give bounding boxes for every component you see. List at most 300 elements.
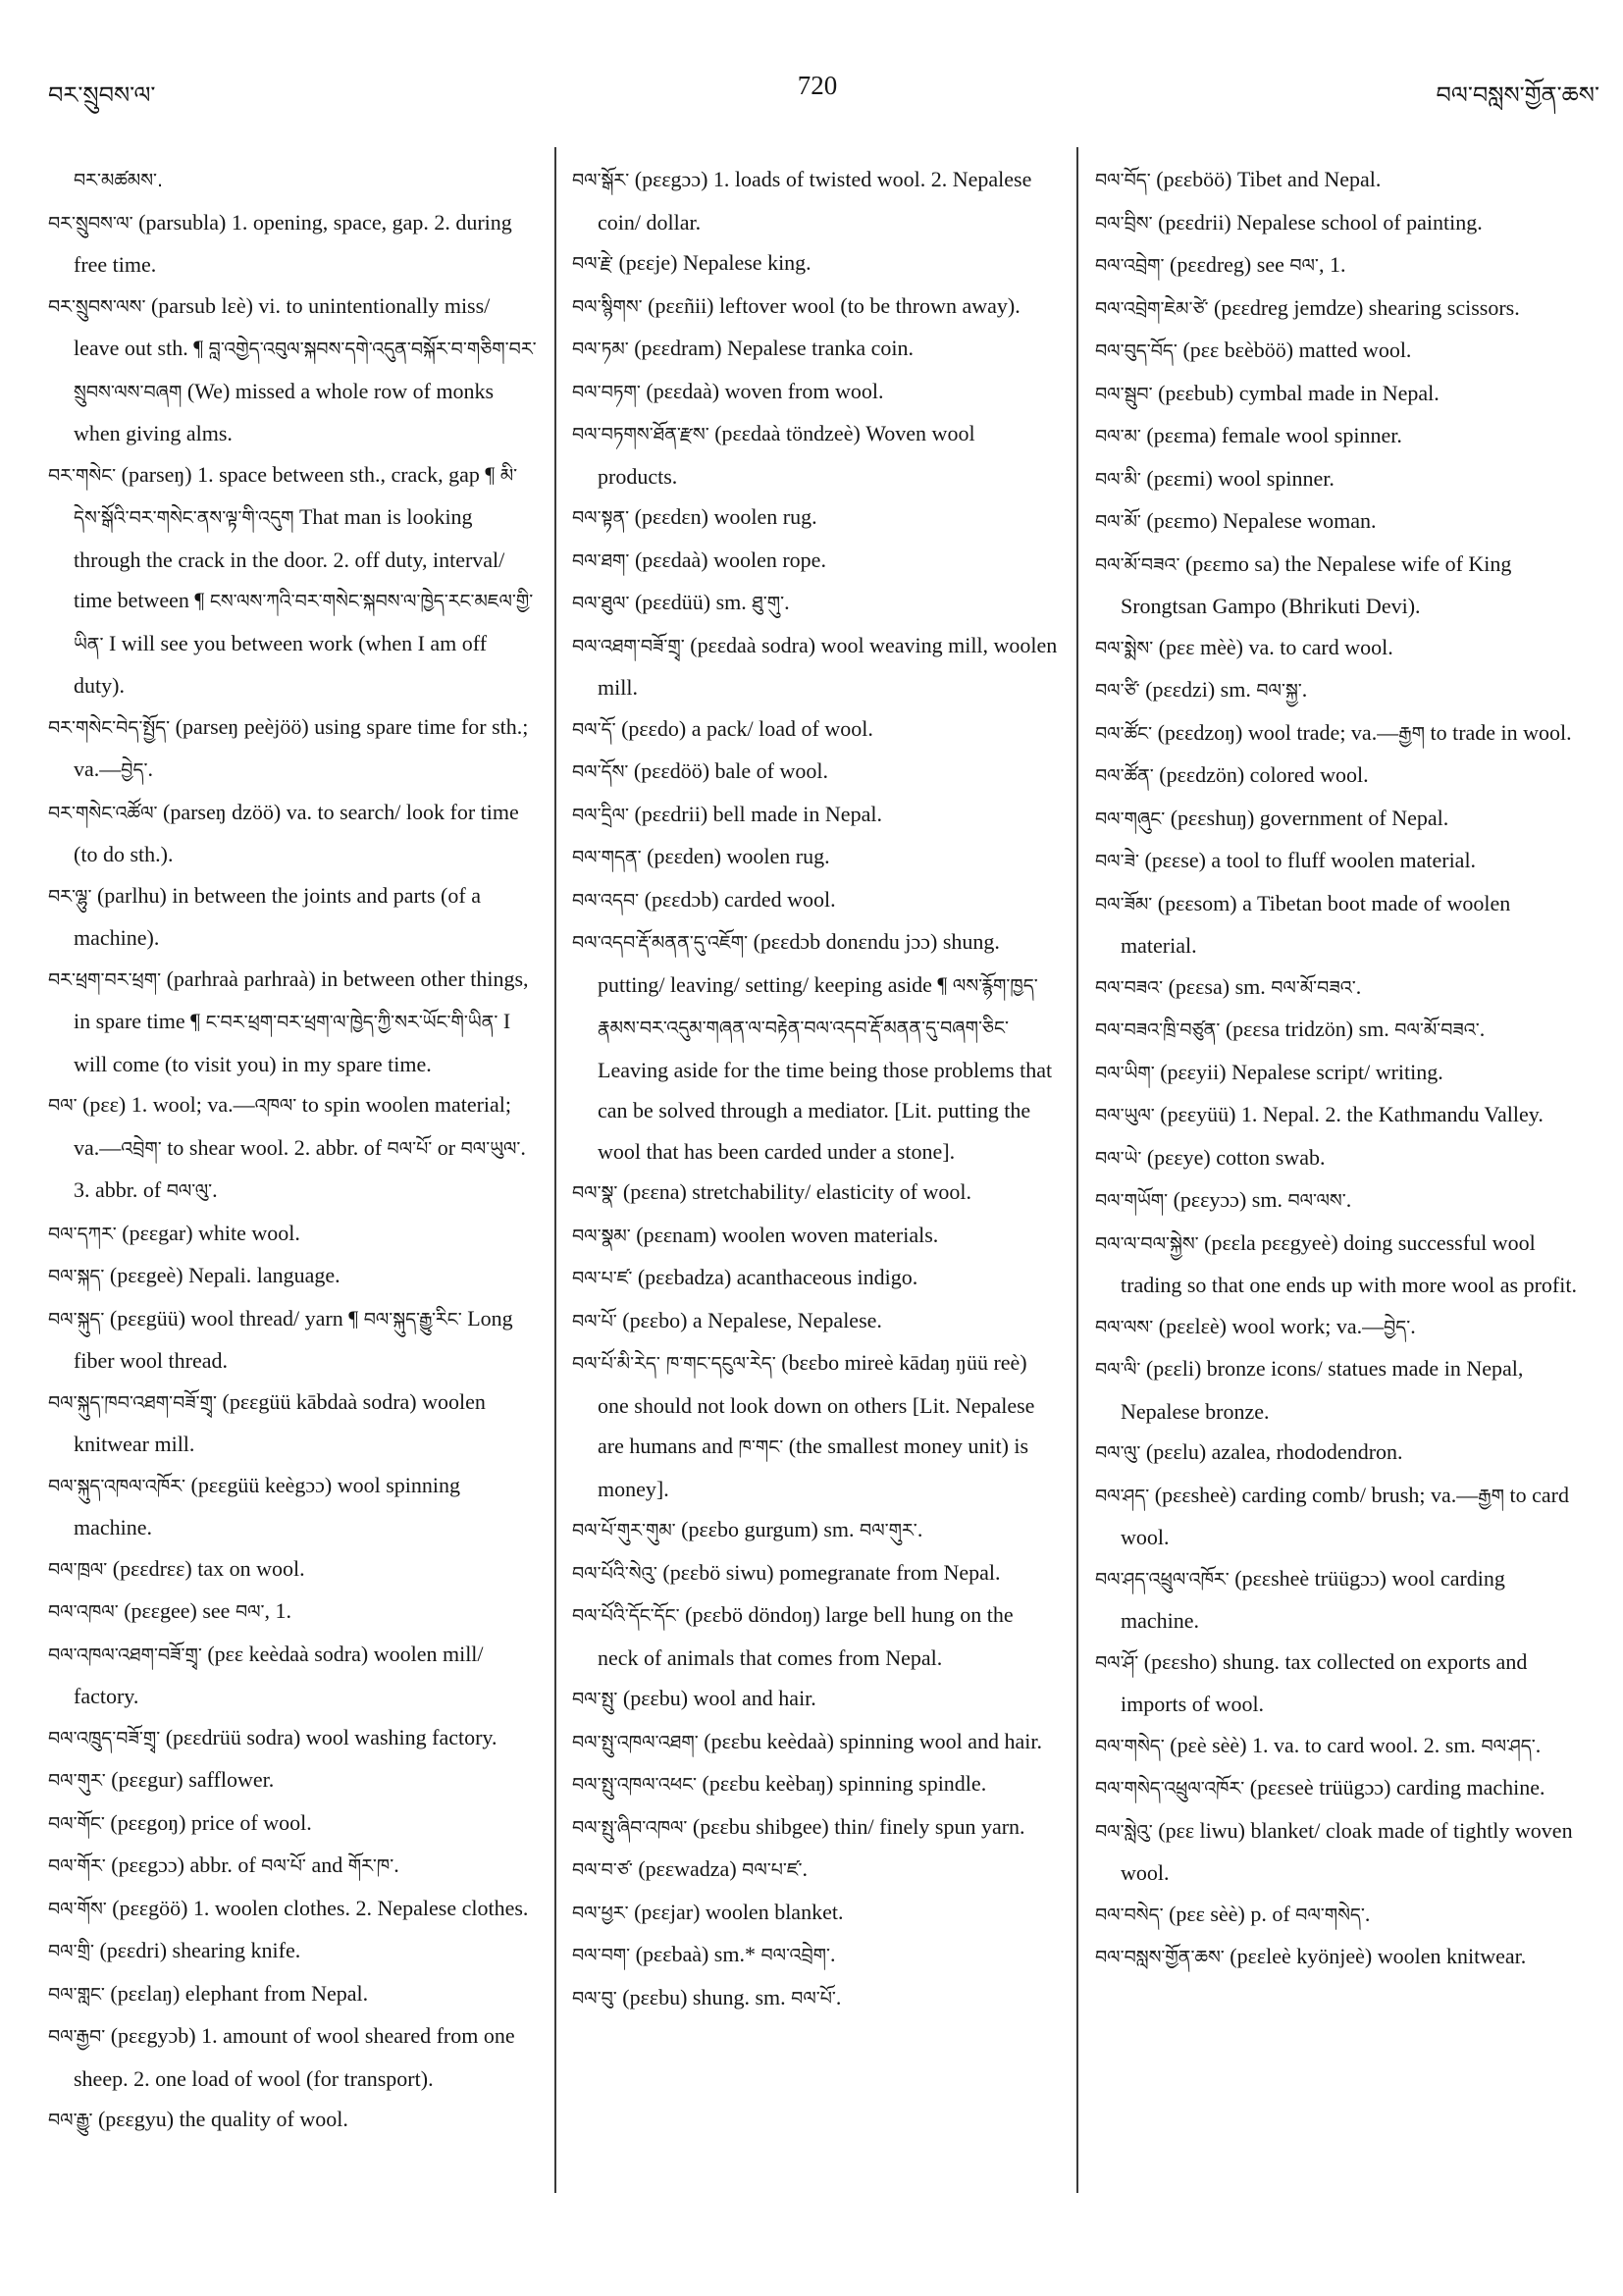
dictionary-entry [48,1888,539,1931]
headword: བལ་པོ་མི་རེད་ ཁ་གང་དངུལ་རེད་ [572,1353,776,1375]
definition-text: (pɛɛdrii) bell made in Nepal. [629,801,882,826]
headword: བལ་མ་ [1095,426,1141,447]
dictionary-entry [48,1845,539,1888]
headword: བལ་གདན་ [572,847,642,868]
definition-text: (pɛɛyii) Nepalese script/ writing. [1154,1059,1443,1084]
headword: བལ་སྒོར་ [572,170,630,191]
dictionary-entry [48,1213,539,1256]
headword: བལ་ལུ་ [1095,1442,1141,1464]
dictionary-entry [572,836,1059,879]
definition-text: (pɛɛden) woolen rug. [641,844,830,868]
headword: བལ་བསླས་གྱོན་ཆས་ [1095,1947,1225,1968]
tibetan-text: བལ་ [1289,255,1319,277]
headword: བལ་རྗེ་ [572,253,613,275]
dictionary-entry [1095,1767,1586,1810]
tibetan-text: གོར་ཁ་ [347,1855,394,1877]
tibetan-text: བལ་ལས་ [1287,1190,1346,1212]
definition-text: (pɛɛböö) Tibet and Nepal. [1150,167,1382,191]
headword: བལ་ཡིག་ [1095,1062,1155,1084]
tibetan-text: བལ་འབྲེག་ [760,1945,831,1966]
dictionary-entry [572,1678,1059,1721]
definition-text: (pɛɛna) stretchability/ elasticity of wool. [617,1179,972,1204]
definition-text: (pɛɛdaà) woolen rope. [629,547,826,572]
dictionary-entry [1095,500,1586,544]
tibetan-text: བལ་ཤད་ [1481,1735,1536,1757]
tibetan-text: རྒྱག [1398,722,1425,745]
dictionary-entry [1095,458,1586,501]
headword: བལ་འབྲེག་ཇེམ་ཙེ་ [1095,297,1209,320]
dictionary-entry [572,540,1059,583]
headword: བལ་བཏག་ [572,381,641,403]
definition-text: (pɛɛdram) Nepalese tranka coin. [628,336,915,360]
headword: བལ་ཐུལ་ [572,593,630,614]
definition-text: to trade in wool. [1424,719,1572,745]
definition-text: (pɛɛlaŋ) elephant from Nepal. [104,1980,369,2006]
dictionary-entry [572,371,1059,414]
definition-text: (pɛɛseè trüügɔɔ) carding machine. [1244,1775,1545,1800]
definition-text: (pɛɛbadza) acanthaceous indigo. [632,1265,918,1289]
dictionary-entry [48,2015,539,2099]
definition-text: (pɛɛgee) see [118,1598,236,1623]
definition-text: or [432,1134,461,1160]
headword: བལ་དཀར་ [48,1223,117,1245]
definition-text: , 1. [264,1598,292,1623]
definition-text: (pɛɛdrɛɛ) tax on wool. [107,1555,305,1581]
headword: བལ་གླང་ [48,1983,105,2006]
dictionary-entry [48,1382,539,1465]
headword: བལ་འདབ་ [572,889,640,912]
dictionary-entry [1095,415,1586,458]
headword: བལ་གོར་ [48,1855,106,1877]
definition-text: . [147,757,153,781]
dictionary-entry [48,792,539,875]
definition-text: . [1301,677,1308,702]
headword: བལ་ཚོན་ [1095,765,1154,787]
headword: བལ་སྣམ་ [572,1225,631,1247]
headword: བལ་ལས་ [1095,1316,1154,1338]
definition-text: (pɛɛdöö) bale of wool. [628,758,829,783]
headword: བལ་ཟེ་ [1095,851,1139,872]
definition-text: . [830,1942,836,1966]
headword: བལ་ཐག་ [572,549,630,572]
definition-text: (pɛɛgyu) the quality of wool. [92,2107,348,2131]
headword: བལ་ཟོམ་ [1095,893,1153,915]
tibetan-text: བལ་མོ་བཟའ་ [1271,976,1356,999]
dictionary-entry [48,2099,539,2142]
definition-text: (pɛɛgöö) 1. woolen clothes. 2. Nepalese clothes. [106,1895,529,1920]
definition-text: to card wool. [1121,1482,1569,1549]
dictionary-entry [1095,1348,1586,1432]
dictionary-entry [572,242,1059,286]
dictionary-entry [48,454,539,706]
dictionary-entry [48,286,539,454]
tibetan-text: བལ་མོ་བཟའ་ [1394,1019,1480,1041]
dictionary-entry [48,1634,539,1717]
definition-text: (pɛɛdri) shearing knife. [93,1938,301,1962]
definition-text: (pɛɛdaà sodra) wool weaving mill, woolen mill. [598,632,1058,700]
headword: བར་གསེང་འཚོལ་ [48,802,158,824]
definition-text: (pɛɛma) female wool spinner. [1140,423,1402,447]
tibetan-text: འཁལ་ [254,1095,297,1117]
dictionary-entry [572,1300,1059,1343]
tibetan-text: བལ་པོ་ [791,1987,836,2009]
dictionary-entry [48,1084,539,1213]
headword: བལ་པོ་ [572,1310,617,1332]
headword: བལ་སྤུ་འཁལ་འཐག་ [572,1731,699,1753]
dictionary-entry [572,1172,1059,1215]
headword: བལ་བཟའ་ཁྲི་བཙུན་ [1095,1019,1221,1041]
tibetan-text: བྱེད་ [1384,1316,1411,1338]
headword: བལ་པོའི་དོང་དོང་ [572,1605,680,1627]
headword: བལ་སྟན་ [572,507,630,529]
headword: བལ་སྤུ་ [572,1689,618,1710]
dictionary-entry [572,159,1059,242]
dictionary-entry [1095,840,1586,883]
headword: བལ་བུད་བོད་ [1095,340,1178,362]
tibetan-text: བལ་པོ་ [387,1137,433,1160]
tibetan-text: བལ་གསེད་ [1295,1904,1365,1926]
column-right [1095,159,1586,2200]
definition-text: I will see you between work (when I am off duty). [74,630,488,698]
definition-text: . 3. abbr. of [74,1134,526,1202]
definition-text: . [1364,1901,1371,1926]
definition-text: (pɛɛdüü) sm. [629,590,753,614]
dictionary-entry [48,1802,539,1846]
definition-text: . [835,1984,842,2009]
headword: བལ་ཕྱར་ [572,1902,629,1924]
tibetan-text: ངས་ལས་ཀའི་བར་གསེང་སྐབས་ལ་ཁྱེད་རང་མཇལ་གྱི་ཡིན་ [74,591,534,655]
dictionary-entry [572,1849,1059,1892]
headword: བལ་ཤད་འཕྲུལ་འཁོར་ [1095,1568,1230,1591]
definition-text: (parsubla) 1. opening, space, gap. 2. during free time. [74,209,512,277]
running-head-right: བལ་བསླས་གྱོན་ཆས་ [1436,81,1599,109]
definition-text: (pɛɛdaà) woven from wool. [640,378,884,403]
headword: བལ་གཞུང་ [1095,808,1166,830]
headword: བལ་ [48,1095,78,1117]
headword: བལ་སྤུ་འཁལ་འཕང་ [572,1774,698,1796]
headword: བལ་ལི་ [1095,1359,1141,1381]
headword: བལ་སྤུ་ཞིབ་འཁལ་ [572,1816,688,1839]
headword: བལ་བཏགས་ཐོན་རྫས་ [572,424,709,445]
tibetan-text: བལ་སྐྱ་ [1256,680,1302,702]
headword: བལ་བྲིས་ [1095,212,1153,235]
dictionary-entry [48,1255,539,1298]
dictionary-entry [572,1509,1059,1552]
dictionary-entry [1095,202,1586,245]
definition-text: I will come (to visit you) in my spare time. [74,1009,511,1076]
definition-text: (pɛɛdreg jemdze) shearing scissors. [1208,294,1520,320]
headword: བལ་དོས་ [572,761,629,783]
definition-text: (pɛɛgeè) Nepali. language. [104,1263,340,1287]
definition-text: (pɛɛ keèdaà sodra) woolen mill/ factory. [74,1641,484,1708]
dictionary-entry [48,1930,539,1973]
dictionary-entry [572,1257,1059,1300]
headword: བལ་གྲི་ [48,1941,94,1962]
dictionary-entry [572,1594,1059,1678]
definition-text: Long fiber wool thread. [74,1305,513,1373]
column-middle [572,159,1059,2200]
definition-text: (pɛɛdɛn) woolen rug. [629,504,817,529]
definition-text: (pɛɛbub) cymbal made in Nepal. [1152,380,1440,405]
dictionary-entry [1095,1009,1586,1052]
dictionary-entry [572,582,1059,625]
tibetan-text: བལ་པ་ཛ་ [742,1859,803,1881]
definition-text: (pɛɛdrii) Nepalese school of painting. [1152,209,1483,235]
headword: བལ་སྨེས་ [1095,637,1154,659]
headword: བར་གསེང་ [48,464,117,487]
tibetan-text: བལ་པོ་ [261,1855,306,1877]
dictionary-entry [572,1892,1059,1935]
dictionary-entry [1095,244,1586,287]
definition-text: (pɛɛmo) Nepalese woman. [1140,508,1377,533]
definition-text: (pɛɛbö döndoŋ) large bell hung on the neck of animals that comes from Nepal. [598,1602,1014,1670]
definition-text: (pɛɛlu) azalea, rhododendron. [1140,1439,1403,1464]
definition-text: (parseŋ) 1. space between sth., crack, gap ¶ [116,461,500,487]
column-left [48,159,539,2200]
headword: བལ་ཤད་ [1095,1485,1150,1507]
headword: བལ་སྙིགས་ [572,295,643,318]
tibetan-text: འབྲེག་ [121,1137,162,1160]
dictionary-entry [572,708,1059,752]
dictionary-entry [1095,1179,1586,1223]
definition-text: (pɛɛsa tridzön) sm. [1220,1017,1395,1041]
definition-text: . [212,1177,218,1202]
column-divider [554,147,556,2193]
definition-text: (pɛɛñii) leftover wool (to be thrown away). [642,292,1021,318]
definition-text: . [802,1856,808,1881]
tibetan-text: རྒྱག [1478,1485,1504,1507]
dictionary-entry [572,1763,1059,1806]
definition-text: to spin woolen material; va.— [74,1092,512,1160]
dictionary-entry [1095,1223,1586,1306]
definition-text: (pɛɛse) a tool to fluff woolen material. [1138,848,1477,872]
definition-text: (pɛɛla pɛɛgyeè) doing successful wool trading so that one ends up with more wool as profit. [1121,1229,1577,1297]
definition-text: (pɛɛlɛè) wool work; va.— [1153,1313,1385,1338]
headword: བར་སྲུབས་ལས་ [48,295,146,318]
definition-text: (pɛɛdreg) see [1164,252,1290,277]
definition-text: (pɛɛjar) woolen blanket. [628,1899,844,1924]
headword: བལ་འཐག་བཟོ་གྲྭ་ [572,635,685,657]
dictionary-entry [572,625,1059,708]
definition-text: That man is looking through the crack in the door. 2. off duty, interval/ time between ¶ [74,504,505,612]
dictionary-entry [572,1215,1059,1258]
dictionary-entry [1095,1306,1586,1349]
definition-text: (pɛɛyüü) 1. Nepal. 2. the Kathmandu Valley. [1154,1102,1544,1126]
definition-text: (parseŋ dzöö) va. to search/ look for time (to do sth.). [74,799,519,866]
headword: བལ་གསེད་ [1095,1735,1165,1757]
dictionary-entry [572,1721,1059,1764]
headword: བལ་རྒྱུ་ [48,2110,93,2131]
tibetan-text: བལ་ [235,1601,265,1623]
headword: བལ་བུ་ [572,1987,617,2009]
dictionary-entry [1095,1094,1586,1137]
running-head-left: བར་སྲུབས་ལ་ [48,81,156,109]
definition-text: (pɛɛnam) woolen woven materials. [630,1222,939,1247]
dictionary-entry [48,1759,539,1802]
headword: བལ་ཡུལ་ [1095,1105,1155,1126]
definition-text: (parhraà parhraà) in between other things, in spare time ¶ [74,965,529,1033]
definition-text: . [1410,1313,1416,1338]
definition-text: (pɛɛgoŋ) price of wool. [104,1809,312,1835]
dictionary-entry [1095,330,1586,373]
definition-text: to shear wool. 2. abbr. of [161,1134,388,1160]
headword: བལ་གསེད་འཕྲུལ་འཁོར་ [1095,1778,1245,1800]
headword: བལ་གུར་ [48,1770,106,1792]
definition-text: (pɛɛbu) shung. sm. [616,1984,792,2009]
definition-text: (pɛɛdzoŋ) wool trade; va.— [1152,719,1399,745]
headword: བལ་བ་ཙ་ [572,1859,633,1881]
headword: བལ་གཡོག་ [1095,1190,1169,1212]
definition-text: (pɛɛwadza) [632,1856,743,1881]
dictionary-entry [1095,1137,1586,1180]
dictionary-entry [48,875,539,959]
tibetan-text: བྱེད་ [121,759,148,781]
headword: བལ་ལ་བལ་སྐྱེས་ [1095,1232,1199,1255]
headword: བལ་ཏམ་ [572,339,629,360]
definition-text: (pɛɛbu) wool and hair. [617,1686,816,1710]
definition-text: (pɛɛdrüü sodra) wool washing factory. [160,1724,497,1749]
dictionary-entry [1095,1810,1586,1894]
definition-text: Leaving aside for the time being those problems that can be solved through a mediator. [Lit. putting the wool that has been carded under a stone]. [598,1057,1053,1164]
dictionary-entry [1095,798,1586,841]
definition-text: (pɛɛ bɛèböö) matted wool. [1177,338,1412,362]
headword: བལ་སྐུད་ [48,1308,105,1331]
dictionary-entry [48,706,539,792]
headword: བར་ལྷུ་ [48,885,92,908]
definition-text: (pɛɛye) cotton swab. [1141,1144,1326,1170]
definition-text: (pɛɛli) bronze icons/ statues made in Nepal, Nepalese bronze. [1121,1356,1524,1424]
definition-text: (pɛɛgüü keègɔɔ) wool spinning machine. [74,1472,461,1539]
definition-text: (pɛɛbu shibgee) thin/ finely spun yarn. [687,1813,1025,1839]
headword: བལ་སྐུད་འཁལ་འཁོར་ [48,1475,186,1497]
definition-text: (pɛɛbu keèdaà) spinning wool and hair. [698,1728,1042,1753]
definition-text: and [305,1852,348,1877]
definition-text: (pɛɛdo) a pack/ load of wool. [615,715,873,741]
dictionary-entry [1095,627,1586,670]
definition-text: (pɛɛsheè trüügɔɔ) wool carding machine. [1121,1565,1505,1633]
headword: བལ་འཁྲུད་བཟོ་གྲྭ་ [48,1727,161,1749]
dictionary-entry [1095,159,1586,202]
dictionary-entry [48,1465,539,1548]
headword: བར་ཕྲག་བར་ཕྲག་ [48,968,162,991]
dictionary-entry [48,1298,539,1382]
definition-text: . [784,590,790,614]
headword: བལ་སྦུབ་ [1095,383,1153,405]
tibetan-text: བལ་ཡུལ་ [460,1137,521,1160]
dictionary-entry [1095,1432,1586,1475]
headword: བལ་པོ་གུར་གུམ་ [572,1520,676,1541]
headword: བལ་བོད་ [1095,170,1151,191]
tibetan-text: མི་དེས་སྒོའི་བར་གསེང་ནས་ལྟ་གི་འདུག [74,464,518,529]
definition-text: (pɛɛ) 1. wool; va.— [77,1092,255,1117]
definition-text: (pɛɛsho) shung. tax collected on exports and imports of wool. [1121,1648,1528,1716]
definition-text: (pɛɛdzi) sm. [1139,677,1257,702]
dictionary-entry [48,202,539,286]
dictionary-entry [572,496,1059,540]
tibetan-text: ལས་རྙོག་ཁྱད་རྣམས་བར་འདུམ་གཞན་ལ་བརྟེན་བལ་འདབ་རྡོ་མནན་དུ་བཞག་ཅིང་ [598,974,1038,1039]
definition-text: (pɛɛdzön) colored wool. [1153,762,1369,787]
tibetan-text: བལ་ལུ་ [166,1180,213,1202]
dictionary-entry [1095,966,1586,1010]
headword: བལ་འཁལ་ [48,1601,119,1623]
definition-text: (pɛɛshuŋ) government of Nepal. [1165,805,1449,830]
definition-text: (pɛɛgüü kābdaà sodra) woolen knitwear mill. [74,1388,486,1456]
definition-text: (pɛè sèè) 1. va. to card wool. 2. sm. [1164,1732,1482,1757]
dictionary-entry [572,751,1059,794]
dictionary-entry [1095,373,1586,416]
headword: བལ་སྣ་ [572,1182,618,1204]
headword: བལ་དྲིལ་ [572,804,629,826]
headword: བལ་འཁལ་འཐག་བཟོ་གྲྭ་ [48,1644,202,1666]
definition-text: (pɛɛdɔb donɛndu jɔɔ) shung. putting/ leaving/ setting/ keeping aside ¶ [598,929,1000,997]
dictionary-entry [572,1806,1059,1850]
dictionary-entry [48,1548,539,1592]
dictionary-entry [572,794,1059,837]
definition-text: (pɛɛgyɔb) 1. amount of wool sheared from one sheep. 2. one load of wool (for transport). [74,2023,515,2091]
dictionary-entry [1095,1894,1586,1937]
dictionary-entry [572,1934,1059,1977]
dictionary-entry [48,1591,539,1634]
dictionary-entry [48,959,539,1085]
headword: བལ་ཚོང་ [1095,722,1153,745]
tibetan-text: བལ་གུར་ [860,1520,917,1541]
definition-text: (pɛɛmi) wool spinner. [1140,465,1335,491]
headword: བར་གསེང་བེད་སྤྱོད་ [48,716,171,739]
headword: བལ་འདབ་རྡོ་མནན་དུ་འཇོག་ [572,932,749,954]
dictionary-entry [1095,755,1586,798]
continuation-line [48,159,539,202]
headword: བལ་བག་ [572,1945,631,1966]
dictionary-entry [572,921,1059,1172]
dictionary-entry [1095,1475,1586,1558]
definition-text: (pɛɛsom) a Tibetan boot made of woolen material. [1121,890,1511,958]
definition-text: (We) missed a whole row of monks when giving alms. [74,378,495,445]
headword: བལ་སྐུད་ཁབ་འཐག་བཟོ་གྲྭ་ [48,1391,218,1414]
definition-text: (pɛɛgɔɔ) abbr. of [105,1852,262,1877]
definition-text: (pɛɛbö siwu) pomegranate from Nepal. [656,1559,1001,1585]
dictionary-entry [1095,883,1586,966]
definition-text: (pɛɛgɔɔ) 1. loads of twisted wool. 2. Nepalese coin/ dollar. [598,167,1032,235]
definition-text: (the smallest money unit) is money]. [598,1434,1029,1501]
definition-text: . [916,1517,923,1541]
headword: བར་སྲུབས་ལ་ [48,212,133,235]
page-number: 720 [797,71,838,100]
dictionary-entry [1095,669,1586,712]
definition-text: (pɛɛsheè) carding comb/ brush; va.— [1149,1482,1479,1507]
headword: བལ་གོང་ [48,1812,105,1835]
definition-text: (parlhu) in between the joints and parts (of a machine). [74,882,481,950]
dictionary-entry [572,1342,1059,1509]
dictionary-entry [572,1552,1059,1595]
definition-text: . [1479,1017,1486,1041]
definition-text: (pɛɛ mèè) va. to card wool. [1153,634,1393,659]
dictionary-entry [1095,1936,1586,1979]
tibetan-text: བླ་འགྱེད་འབུལ་སྐབས་དགེ་འདུན་བསྐོར་བ་གཅིག་བར་སྲུབས་ལས་བཞག [74,339,537,403]
dictionary-entry [1095,287,1586,331]
definition-text: (pɛɛdɔb) carded wool. [639,886,836,912]
definition-text: (pɛɛleè kyönjeè) woolen knitwear. [1224,1944,1527,1968]
headword: བལ་པ་ཛ་ [572,1268,633,1289]
tibetan-text: ཐུ་གུ་ [752,593,785,614]
definition-text: (pɛɛdaà töndzeè) Woven wool products. [598,421,975,489]
headword: བལ་མི་ [1095,468,1141,491]
definition-text: (parseŋ peèjöö) using spare time for sth.; va.— [74,713,529,781]
definition-text: (bɛɛbo mireè kādaŋ ŋüü reè) one should not look down on others [Lit. Nepalese are humans and [598,1350,1035,1458]
definition-text: (pɛɛ sèè) p. of [1163,1901,1296,1926]
column-divider [1076,147,1078,2193]
dictionary-entry [1095,1725,1586,1768]
definition-text: (pɛɛgur) safflower. [105,1767,275,1792]
